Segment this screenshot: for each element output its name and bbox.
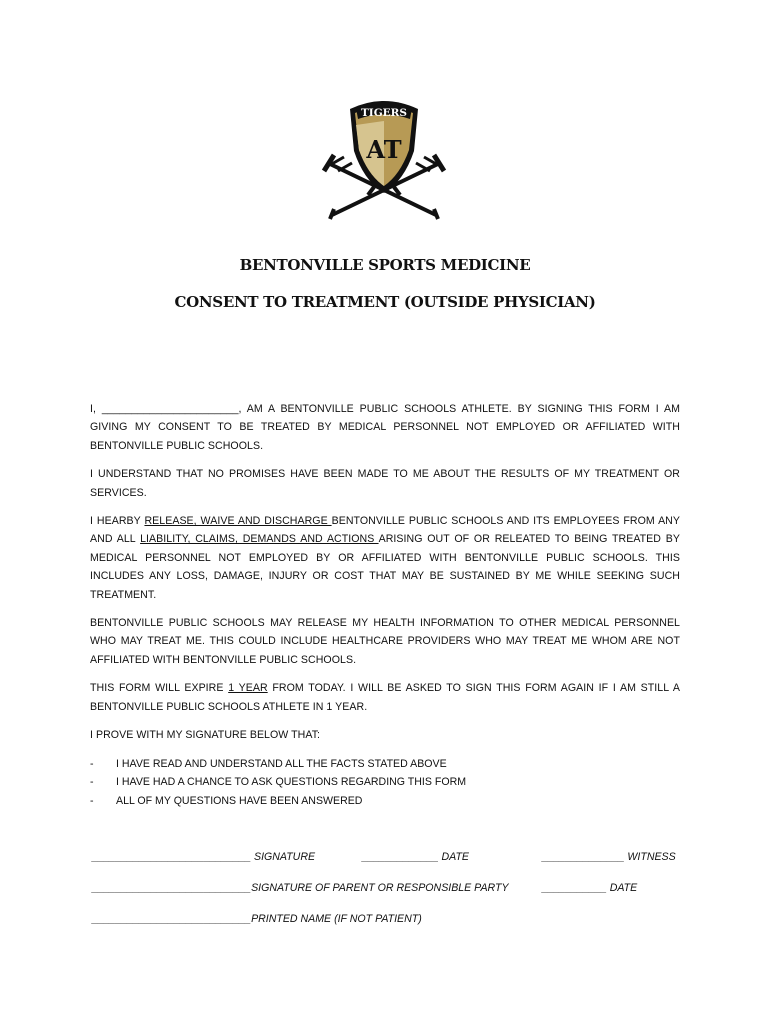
list-item — [90, 792, 680, 811]
list-item — [90, 773, 680, 792]
release-text-a: I HEARBY — [90, 515, 145, 528]
bullet-text: I HAVE READ AND UNDERSTAND ALL THE FACTS STATED ABOVE — [116, 757, 447, 770]
paragraph-release — [90, 512, 680, 604]
logo-at-initials: AT — [366, 135, 402, 164]
parent-signature-line[interactable]: ___________________________SIGNATURE OF PARENT OR RESPONSIBLE PARTY — [92, 882, 509, 894]
release-text-c: ARISING OUT OF OR RELEATED TO BEING TREATED BY MEDICAL PERSONNEL NOT EMPLOYED BY OR AFFILIATED WITH BENTONVILLE PUBLIC SCHOOLS. THIS INCLUDES ANY LOSS, DAMAGE, INJURY OR COST THAT MAY BE SUSTAINED BY ME WHILE SEEKING SUCH TREATMENT. — [90, 533, 681, 601]
paragraph-consent: I, _______________________, AM A BENTONVILLE PUBLIC SCHOOLS ATHLETE. BY SIGNING THIS FORM I AM GIVING MY CONSENT TO BE TREATED BY MEDICAL PERSONNEL NOT EMPLOYED OR AFFILIATED WITH BENTONVILLE PUBLIC SCHOOLS. — [90, 403, 680, 452]
expire-underline: 1 YEAR — [228, 682, 268, 695]
org-title: BENTONVILLE SPORTS MEDICINE — [239, 256, 531, 274]
paragraph-no-promises: I UNDERSTAND THAT NO PROMISES HAVE BEEN MADE TO ME ABOUT THE RESULTS OF MY TREATMENT OR SERVICES. — [90, 468, 680, 499]
date-line[interactable]: _____________ DATE — [362, 851, 470, 863]
bullet-text: ALL OF MY QUESTIONS HAVE BEEN ANSWERED — [116, 794, 363, 807]
form-body — [90, 400, 680, 810]
expire-text-a: THIS FORM WILL EXPIRE — [90, 682, 229, 695]
release-text-b: BENTONVILLE PUBLIC SCHOOLS AND ITS EMPLOYEES FROM ANY AND ALL — [90, 515, 680, 546]
release-underline-1: RELEASE, WAIVE AND DISCHARGE — [144, 515, 332, 528]
logo-tigers-text: TIGERS — [360, 107, 408, 119]
expire-text-b: FROM TODAY. I WILL BE ASKED TO SIGN THIS FORM AGAIN IF I AM STILL A BENTONVILLE PUBLIC SCHOOLS ATHLETE IN 1 YEAR. — [90, 682, 680, 713]
list-item — [90, 755, 680, 774]
release-underline-2: LIABILITY, CLAIMS, DEMANDS AND ACTIONS — [140, 533, 379, 546]
bullet-text: I HAVE HAD A CHANCE TO ASK QUESTIONS REGARDING THIS FORM — [116, 776, 467, 788]
parent-date-line[interactable]: ___________ DATE — [542, 882, 638, 894]
form-title: CONSENT TO TREATMENT (OUTSIDE PHYSICIAN) — [174, 293, 596, 311]
printed-name-line[interactable]: ___________________________PRINTED NAME (IF NOT PATIENT) — [92, 913, 422, 925]
bullet-dash: - — [90, 757, 94, 770]
acknowledgement-list — [90, 755, 680, 811]
tigers-at-logo — [318, 95, 450, 221]
witness-line[interactable]: ______________ WITNESS — [542, 851, 676, 863]
paragraph-health-info: BENTONVILLE PUBLIC SCHOOLS MAY RELEASE MY HEALTH INFORMATION TO OTHER MEDICAL PERSONNEL WHO MAY TREAT ME. THIS COULD INCLUDE HEALTHCARE PROVIDERS WHO MAY TREAT ME WHOM ARE NOT AFFILIATED WITH BENTONVILLE PUBLIC SCHOOLS. — [90, 617, 680, 666]
paragraph-prove: I PROVE WITH MY SIGNATURE BELOW THAT: — [90, 729, 321, 742]
paragraph-expire — [90, 679, 680, 716]
bullet-dash: - — [90, 776, 94, 788]
bullet-dash: - — [90, 794, 94, 807]
signature-line[interactable]: ___________________________ SIGNATURE — [92, 851, 316, 863]
